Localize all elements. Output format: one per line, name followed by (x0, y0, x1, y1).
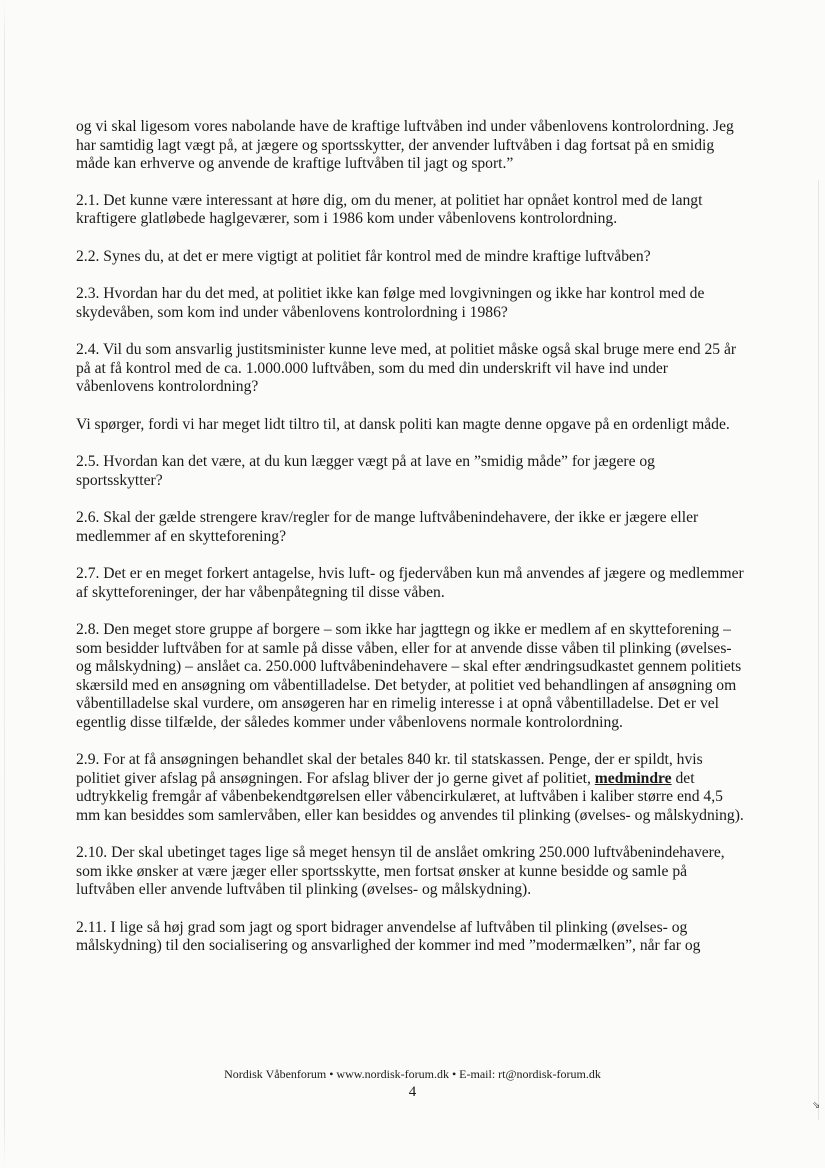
scan-edge-left (4, 0, 5, 1168)
paragraph-2-11: 2.11. I lige så høj grad som jagt og sport bidrager anvendelse af luftvåben til plinking (øvelses- og målskydning) til den socialisering og ansvarlighed der kommer ind med ”modermælken”, når far og (76, 918, 701, 954)
page-footer: Nordisk Våbenforum • www.nordisk-forum.dk • E-mail: rt@nordisk-forum.dk (224, 1067, 601, 1081)
letter-body (76, 118, 744, 975)
paragraph-2-6: 2.6. Skal der gælde strengere krav/regler for de mange luftvåbenindehavere, der ikke er jægere eller medlemmer af en skytteforening? (76, 509, 699, 545)
paragraph-2-9-before: 2.9. For at få ansøgningen behandlet skal der betales 840 kr. til statskassen. Penge, der er spildt, hvis politiet giver afslag på ansøgningen. For afslag bliver der jo gerne givet af politiet, (76, 751, 703, 787)
paragraph-2-5: 2.5. Hvordan kan det være, at du kun lægger vægt på at lave en ”smidig måde” for jægere og sportsskytter? (76, 453, 655, 489)
paragraph-2-3: 2.3. Hvordan har du det med, at politiet ikke kan følge med lovgivningen og ikke har kontrol med de skydevåben, som kom ind under våbenlovens kontrolordning i 1986? (76, 285, 705, 321)
paragraph-2-4: 2.4. Vil du som ansvarlig justitsminister kunne leve med, at politiet måske også skal bruge mere end 25 år på at få kontrol med de ca. 1.000.000 luftvåben, som du med din underskrift vil have ind under våbenlovens kontrolordning? (76, 341, 737, 395)
paragraph-2-8: 2.8. Den meget store gruppe af borgere – som ikke har jagttegn og ikke er medlem af en skytteforening – som besidder luftvåben for at samle på disse våben, eller for at anvende disse våben til plinking (øvelses- og målskydning) – anslået ca. 250.000 luftvåbenindehavere – skal efter ændringsudkastet gennem politiets skærsild med en ansøgning om våbentilladelse. Det betyder, at politiet ved behandlingen af ansøgning om våbentilladelse skal vurdere, om ansøgeren har en rimelig interesse i at opnå våbentilladelse. Det er vel egentlig disse tilfælde, der således kommer under våbenlovens normale kontrolordning. (76, 621, 742, 731)
paragraph-2-2: 2.2. Synes du, at det er mere vigtigt at politiet får kontrol med de mindre kraftige luftvåben? (76, 247, 651, 265)
paragraph-continuation: og vi skal ligesom vores nabolande have de kraftige luftvåben ind under våbenlovens kontrolordning. Jeg har samtidig lagt vægt på, at jægere og sportsskytter, der anvender luftvåben i dag fortsat på en smidig måde kan erhverve og anvende de kraftige luftvåben til jagt og sport.” (76, 118, 734, 172)
scan-edge-right (818, 180, 819, 1120)
paragraph-2-10: 2.10. Der skal ubetinget tages lige så meget hensyn til de anslået omkring 250.000 luftvåbenindehavere, som ikke ønsker at være jæger eller sportsskytte, men fortsat ønsker at kunne besidde og samle på luftvåben eller anvende luftvåben til plinking (øvelses- og målskydning). (76, 844, 725, 898)
paragraph-2-9 (76, 751, 744, 825)
paragraph-2-9-after: det udtrykkelig fremgår af våbenbekendtgørelsen eller våbencirkulæret, at luftvåben i kaliber større end 4,5 mm kan besiddes som samlervåben, eller kan besiddes og anvendes til plinking (øvelses- og målskydning). (76, 769, 744, 824)
paragraph-2-7: 2.7. Det er en meget forkert antagelse, hvis luft- og fjedervåben kun må anvendes af jægere og medlemmer af skytteforeninger, der har våbenpåtegning til disse våben. (76, 565, 744, 601)
paragraph-2-1: 2.1. Det kunne være interessant at høre dig, om du mener, at politiet har opnået kontrol med de langt kraftigere glatløbede haglgeværer, som i 1986 kom under våbenlovens kontrolordning. (76, 191, 703, 227)
emphasis-medmindre: medmindre (594, 769, 672, 787)
paragraph-concern: Vi spørger, fordi vi har meget lidt tiltro til, at dansk politi kan magte denne opgave på en ordenligt måde. (76, 415, 730, 433)
scan-artifact-mark: ⇘ (812, 1100, 821, 1111)
page-number: 4 (408, 1084, 417, 1100)
